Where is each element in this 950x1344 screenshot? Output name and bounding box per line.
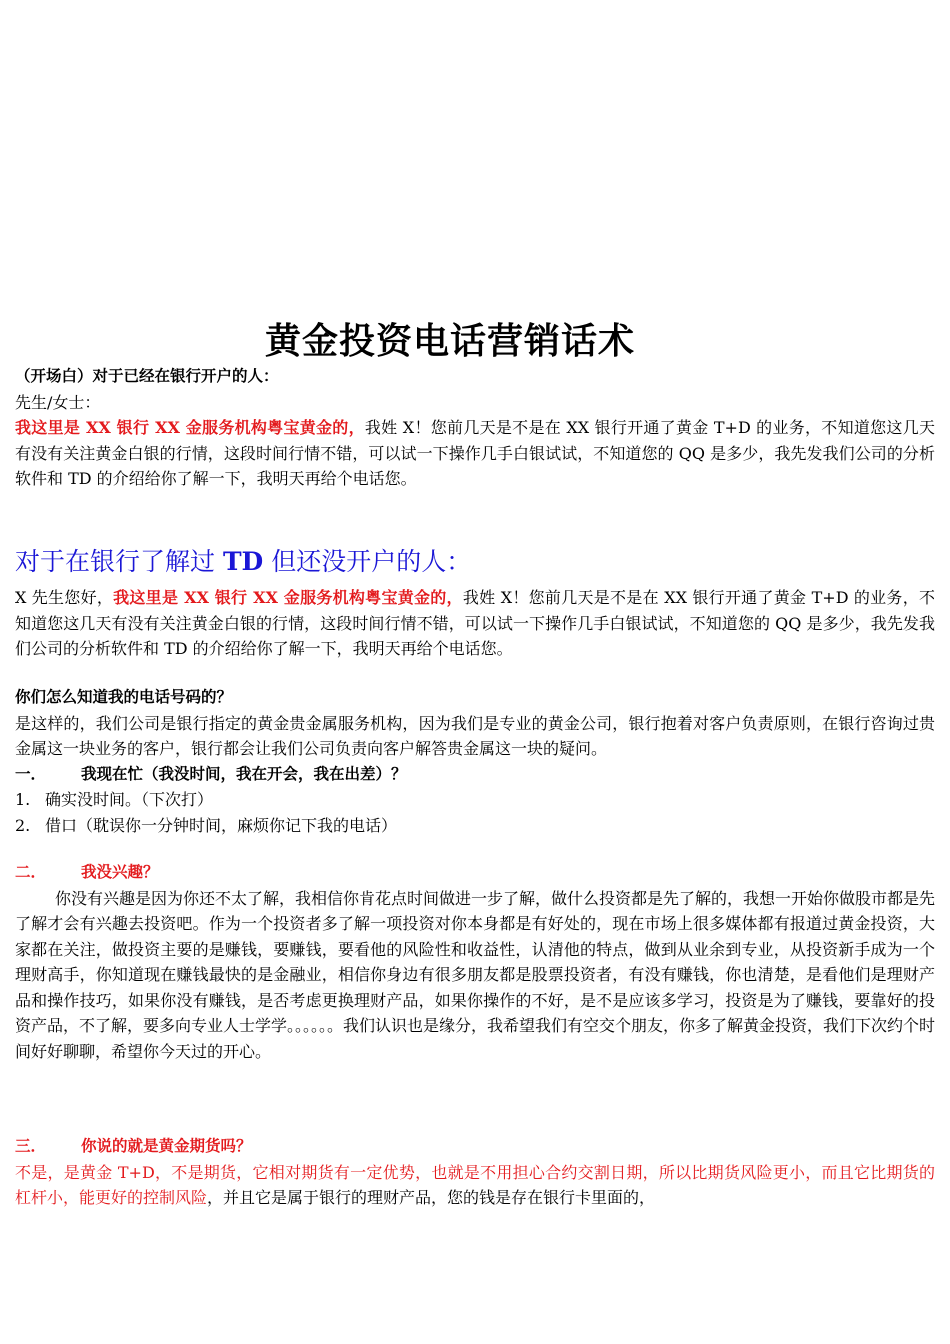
- opening-red-intro: 我这里是 XX 银行 XX 金服务机构粤宝黄金的，: [15, 418, 365, 437]
- objection-2-number: 二．: [15, 863, 47, 881]
- opening-greeting: 先生/女士：: [15, 392, 101, 412]
- opening-body: 我姓 X！您前几天是不是在 XX 银行开通了黄金 T+D 的业务，不知道您这几天有没有关注黄金白银的行情，这段时间行情不错，可以试一下操作几手白银试试，不知道您的 QQ 是多少，我先发我们公司的分析软件和 TD 的介绍给你了解一下，我明天再给个电话您。: [15, 418, 935, 488]
- objection-1-item: [15, 787, 935, 813]
- objection-2-text: 我没兴趣？: [81, 863, 159, 881]
- objection-1-text: 我现在忙（我没时间，我在开会，我在出差）？: [81, 764, 407, 783]
- heading-part-a: 对于在银行了解过: [15, 547, 223, 576]
- objection-2-section: [15, 860, 935, 1064]
- objection-3-body: [15, 1160, 935, 1211]
- heading-part-b: TD: [222, 547, 264, 576]
- objection-3-red-text: 不是，是黄金 T+D，不是期货，它相对期货有一定优势，也就是不用担心合约交割日期，所以比期货风险更小，而且它比期货的杠杆小，能更好的控制风险: [15, 1162, 935, 1207]
- objection-3-number: 三．: [15, 1137, 47, 1155]
- section2-prefix: X 先生您好，: [15, 588, 114, 607]
- item-number: 2.: [15, 815, 31, 835]
- section-not-opened: [15, 545, 935, 662]
- objection-3-text: 你说的就是黄金期货吗？: [81, 1137, 252, 1155]
- opening-section: [15, 364, 935, 492]
- opening-paragraph: [15, 415, 935, 492]
- objection-3-section: [15, 1134, 935, 1211]
- section2-body: 我姓 X！您前几天是不是在 XX 银行开通了黄金 T+D 的业务，不知道您这几天有没有关注黄金白银的行情，这段时间行情不错，可以试一下操作几手白银试试，不知道您的 QQ 是多少，我先发我们公司的分析软件和 TD 的介绍给你了解一下，我明天再给个电话您。: [15, 588, 935, 658]
- objection-2-body: 你没有兴趣是因为你还不太了解，我相信你肯花点时间做进一步了解，做什么投资都是先了解的，我想一开始你做股市都是先了解才会有兴趣去投资吧。作为一个投资者多了解一项投资对你本身都是有好处的，现在市场上很多媒体都有报道过黄金投资，大家都在关注，做投资主要的是赚钱，要赚钱，要看他的风险性和收益性，认清他的特点，做到从业余到专业，从投资新手成为一个理财高手，你知道现在赚钱最快的是金融业，相信你身边有很多朋友都是股票投资者，有没有赚钱，你也清楚，是看他们是理财产品和操作技巧，如果你没有赚钱，是否考虑更换理财产品，如果你操作的不好，是不是应该多学习，投资是为了赚钱，要靠好的投资产品，不了解，要多向专业人士学学。。。。。。我们认识也是缘分，我希望我们有空交个朋友，你多了解黄金投资，我们下次约个时间好好聊聊，希望你今天过的开心。: [15, 888, 936, 1061]
- heading-part-c: 但还没开户的人：: [263, 547, 472, 576]
- page-title: 黄金投资电话营销话术: [264, 321, 635, 362]
- opening-label: （开场白）对于已经在银行开户的人：: [15, 367, 279, 385]
- item-text: 确实没时间。（下次打）: [45, 790, 214, 809]
- item-number: 1.: [15, 790, 31, 809]
- item-text: 借口（耽误你一分钟时间，麻烦你记下我的电话）: [45, 815, 398, 835]
- section2-red-intro: 我这里是 XX 银行 XX 金服务机构粤宝黄金的，: [113, 588, 463, 607]
- objection-1-heading: [15, 762, 935, 788]
- faq-question: 你们怎么知道我的电话号码的？: [15, 688, 233, 706]
- section2-paragraph: [15, 585, 935, 662]
- objection-3-black-text: ，并且它是属于银行的理财产品，您的钱是存在银行卡里面的，: [207, 1188, 656, 1207]
- section-heading: [15, 545, 935, 579]
- faq-section: [15, 685, 935, 838]
- objection-3-heading: [15, 1134, 935, 1160]
- faq-answer: 是这样的，我们公司是银行指定的黄金贵金属服务机构，因为我们是专业的黄金公司，银行抱着对客户负责原则，在银行咨询过贵金属这一块业务的客户，银行都会让我们公司负责向客户解答贵金属这一块的疑问。: [15, 713, 935, 758]
- objection-1-number: 一．: [15, 764, 47, 783]
- objection-2-heading: [15, 860, 935, 886]
- objection-1-item: [15, 813, 935, 839]
